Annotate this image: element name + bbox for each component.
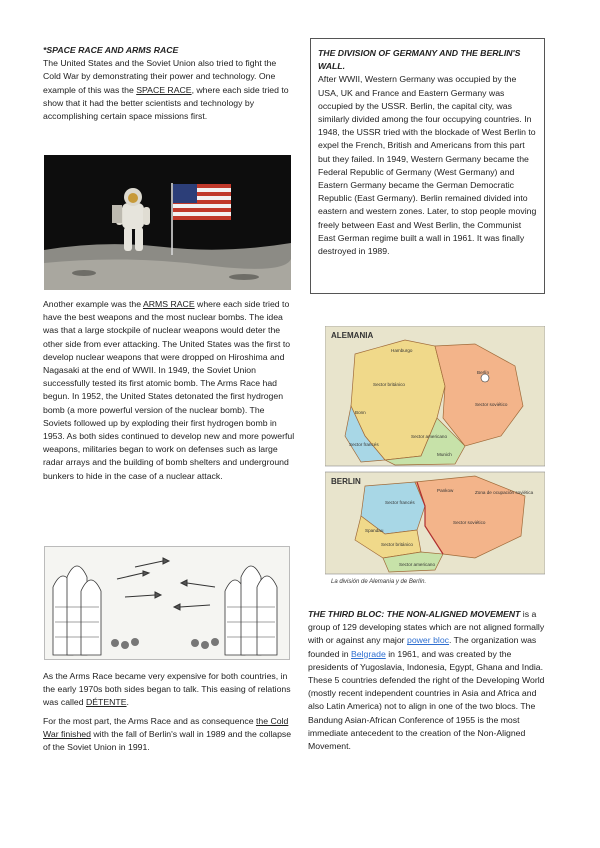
link-belgrade[interactable]: Belgrade	[351, 648, 386, 659]
paragraph-space-race: The United States and the Soviet Union also tried to fight the Cold War by demonstrating their power and technology. One example of this was the SPACE RACE, where each side tried to show that it had the better scientists and technology by accomplishing certain space missions first.	[43, 58, 289, 122]
heading-space-race: *SPACE RACE AND ARMS RACE	[43, 45, 179, 55]
paragraph-arms-race: Another example was the ARMS RACE where each side tried to have the best weapons and the most nuclear bombs. The idea was that a large stockpile of nuclear weapons would deter the other side from ever attacking. The United States was the first to develop nuclear weapons that were dropped on Hiroshima and Nagasaki at the end of WWII. In 1949, the Soviet Union successfully tested its first atomic bomb. The Arms Race had begun. In 1952, the United States detonated the first hydrogen bomb (a more powerful version of the nuclear bomb). The Soviets followed up by exploding their first hydrogen bomb in 1953. As both sides continued to develop new and more powerful weapons, militaries began to work on defenses such as large radar arrays and the building of bomb shelters and underground bunkers to hide in the case of a nuclear attack.	[43, 299, 295, 481]
germany-berlin-map	[325, 326, 545, 586]
map-title-berlin: BERLIN	[331, 477, 361, 486]
svg-text:Sector francés: Sector francés	[385, 500, 415, 505]
svg-text:Munich: Munich	[437, 452, 452, 457]
paragraph-division-of-germany: After WWII, Western Germany was occupied by the USA, UK and France and Eastern Germany was occupied by the USSR. Berlin, the capital city, was similarly divided among the four occupying countries. In 1948, the USSR tried with the blockade of West Berlin to expel the French, British and Americans from this part but they failed. In 1949, Western Germany became the Federal Republic of Germany (West Germany) and Eastern Germany became the German Democratic Republic (East Germany). Berlin remained divided into eastern and western zones. Later, to stop people moving freely between East and West Berlin, the Communist East German regime built a wall in 1961. It was finally destroyed in 1989.	[318, 74, 537, 257]
heading-division-of-germany: THE DIVISION OF GERMANY AND THE BERLIN'S WALL.	[318, 48, 521, 72]
link-space-race[interactable]: SPACE RACE	[136, 84, 192, 95]
section-non-aligned-movement	[308, 608, 548, 753]
map-title-alemania: ALEMANIA	[331, 331, 374, 340]
svg-text:Bonn: Bonn	[355, 410, 366, 415]
link-cold-war-finished[interactable]: the Cold War finished	[43, 715, 289, 739]
svg-text:Sector soviético: Sector soviético	[453, 520, 486, 525]
svg-text:Hamburgo: Hamburgo	[391, 348, 413, 353]
svg-text:Pankow: Pankow	[437, 488, 454, 493]
section-space-race	[43, 44, 293, 123]
link-detente[interactable]: DÉTENTE	[85, 697, 127, 708]
svg-text:Sector americano: Sector americano	[399, 562, 436, 567]
svg-text:Berlín: Berlín	[477, 370, 490, 375]
svg-text:Sector francés: Sector francés	[349, 442, 379, 447]
map-caption: La división de Alemania y de Berlín.	[331, 579, 427, 585]
section-detente	[43, 670, 295, 754]
svg-text:Sector británico: Sector británico	[373, 382, 405, 387]
paragraph-detente: As the Arms Race became very expensive for both countries, in the early 1970s both sides began to talk. This easing of relations was called DÉTENTE.	[43, 671, 291, 708]
svg-text:Sector soviético: Sector soviético	[475, 402, 508, 407]
svg-text:Sector británico: Sector británico	[381, 542, 413, 547]
svg-text:Spandau: Spandau	[365, 528, 384, 533]
link-arms-race[interactable]: ARMS RACE	[142, 299, 195, 309]
astronaut-flag-photo	[44, 155, 291, 290]
heading-non-aligned: THE THIRD BLOC: THE NON-ALIGNED MOVEMENT	[308, 609, 521, 619]
box-division-of-germany	[310, 38, 545, 294]
paragraph-non-aligned: THE THIRD BLOC: THE NON-ALIGNED MOVEMENT is a group of 129 developing states which are not aligned formally with or against any major power bloc. The organization was founded in Belgrade in 1961, and was created by the presidents of Yugoslavia, Indonesia, Egypt, Ghana and India. These 5 countries defended the right of the Developing World (mostly recent independent countries in Asia and Africa and also Latin America) not to align in one of the two blocs. The Bandung Asian-African Conference of 1955 is the most immediate antecedent to the creation of the Non-Aligned Movement.	[308, 609, 545, 752]
link-power-bloc[interactable]: power bloc	[407, 635, 450, 646]
paragraph-cold-war-end: For the most part, the Arms Race and as consequence the Cold War finished with the fall of Berlin's wall in 1989 and the collapse of the Soviet Union in 1991.	[43, 715, 292, 753]
svg-text:Sector americano: Sector americano	[411, 434, 448, 439]
arms-race-cartoon	[44, 546, 290, 660]
section-arms-race	[43, 298, 295, 483]
svg-text:Zona de ocupación soviética: Zona de ocupación soviética	[475, 490, 534, 495]
